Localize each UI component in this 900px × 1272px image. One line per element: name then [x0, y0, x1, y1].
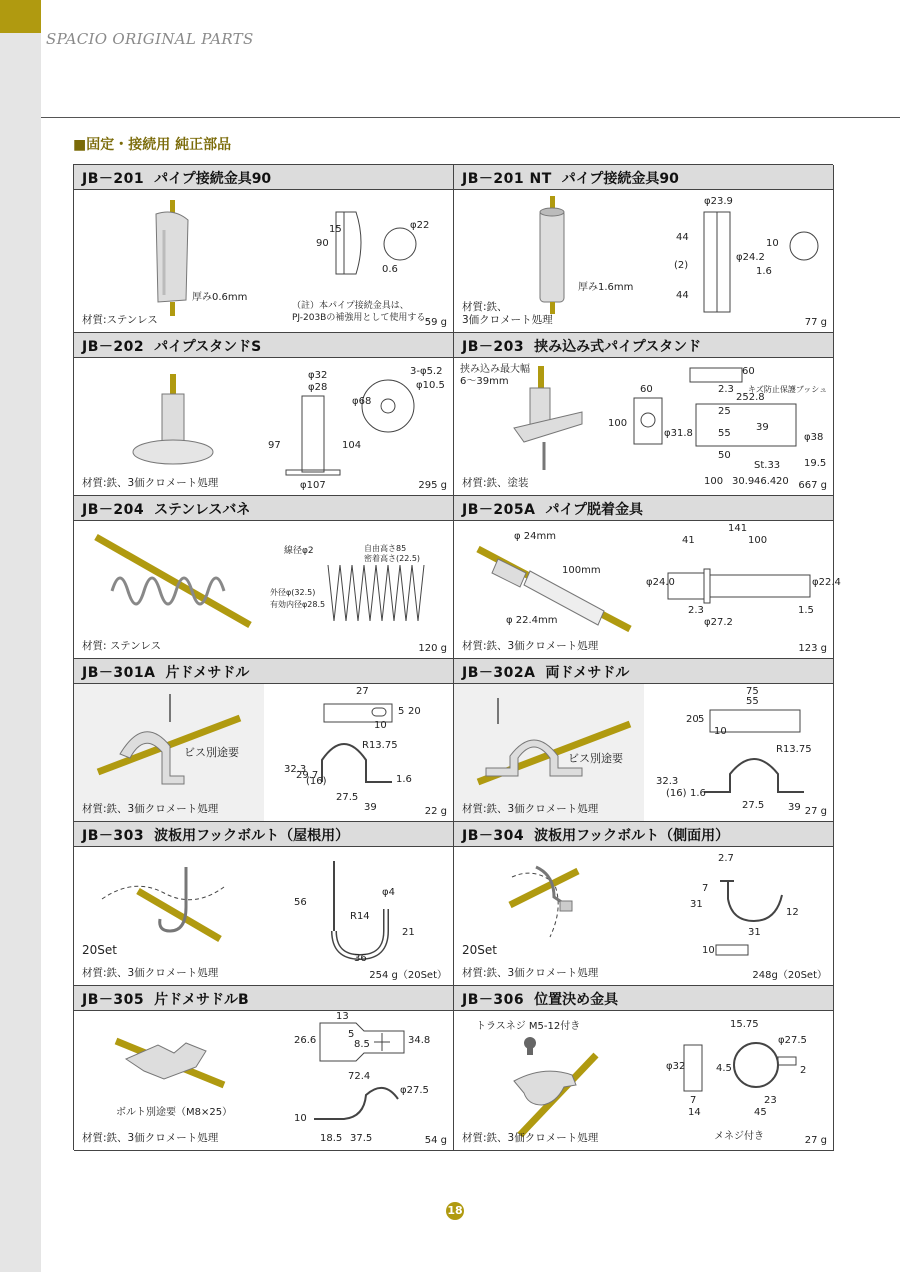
product-photo	[74, 1011, 265, 1150]
product-card-jb204	[74, 496, 454, 659]
material-text: 材質:鉄、塗装	[462, 477, 529, 489]
weight-text: 295 g	[418, 480, 447, 491]
dim-label: 46.4	[754, 476, 777, 487]
weight-text: 27 g	[804, 806, 827, 817]
product-card-jb305	[74, 986, 454, 1151]
product-drawing	[644, 1011, 833, 1150]
set-count: 20Set	[82, 943, 117, 957]
card-header	[454, 333, 833, 358]
product-card-jb304	[454, 822, 834, 986]
dim-label: 55	[746, 696, 759, 707]
product-photo	[74, 847, 265, 985]
dim-label: 23	[764, 1095, 777, 1106]
dim-label: 有効内径φ28.5	[270, 600, 326, 609]
weight-text: 27 g	[804, 1135, 827, 1146]
card-header	[454, 659, 833, 684]
weight-text: 77 g	[804, 317, 827, 328]
dim-label: φ22	[410, 220, 430, 231]
dim-label: 97	[268, 440, 281, 451]
dim-label: 1.6	[396, 774, 412, 785]
dim-label: φ68	[352, 396, 372, 407]
product-drawing	[644, 190, 833, 332]
product-name: 両ドメサドル	[545, 665, 630, 681]
weight-text: 667 g	[798, 480, 827, 491]
section-title: ■固定・接続用 純正部品	[73, 137, 232, 153]
product-photo	[454, 684, 645, 821]
dimension-drawing	[264, 358, 453, 495]
product-photo	[74, 684, 265, 821]
dim-label: 100	[748, 535, 768, 546]
product-name: 片ドメサドル	[165, 665, 250, 681]
weight-text: 248g（20Set）	[752, 970, 827, 981]
dim-label: 1.5	[798, 605, 814, 616]
dim-label: 27.5	[336, 792, 359, 803]
product-drawing	[264, 1011, 453, 1150]
product-card-jb205a	[454, 496, 841, 659]
product-name: ステンレスバネ	[154, 502, 251, 518]
dim-label: 5	[698, 714, 705, 725]
dim-label: 39	[788, 802, 801, 813]
dim-label: 25	[718, 406, 731, 417]
product-photo	[454, 190, 645, 332]
product-card-jb201	[74, 165, 454, 333]
bushing-note: キズ防止保護ブッシュ	[748, 385, 828, 394]
product-name: パイプスタンドS	[154, 339, 262, 355]
dim-label: 36	[354, 953, 367, 964]
dim-label: φ38	[804, 432, 824, 443]
product-drawing	[264, 684, 453, 821]
product-photo	[74, 190, 265, 332]
dim-label: 8.5	[354, 1039, 370, 1050]
product-name: 片ドメサドルB	[154, 992, 249, 1008]
dim-label: φ27.2	[704, 617, 733, 628]
dim-label: 10	[714, 726, 727, 737]
dim-label: 5	[398, 706, 405, 717]
material-text: 材質:鉄、3価クロメート処理	[82, 1132, 219, 1144]
page-number: 18	[446, 1202, 464, 1220]
product-card-jb306	[454, 986, 834, 1151]
product-card-jb301a	[74, 659, 454, 822]
product-code: JB－305	[82, 992, 145, 1008]
dim-label: φ24.2	[736, 252, 765, 263]
dim-label: 31	[748, 927, 761, 938]
dim-label: R13.75	[362, 740, 398, 751]
dim-label: φ107	[300, 480, 326, 491]
corner-accent	[0, 0, 41, 33]
material-text: 材質:ステンレス	[82, 314, 158, 326]
dim-label: φ27.5	[400, 1085, 429, 1096]
dim-label: 20	[408, 706, 421, 717]
product-card-jb303	[74, 822, 454, 986]
screw-note: ビス別途要	[568, 752, 623, 765]
material-text: 材質:鉄、3価クロメート処理	[82, 967, 219, 979]
dim-label: 14	[688, 1107, 701, 1118]
product-code: JB－201	[82, 171, 145, 187]
dim-label: φ 22.4mm	[506, 615, 558, 626]
product-photo	[454, 1011, 645, 1150]
card-header	[74, 165, 453, 190]
dim-label: φ27.5	[778, 1035, 807, 1046]
dim-label: 141	[728, 523, 748, 534]
dim-label: 27	[356, 686, 369, 697]
dim-label: 44	[676, 232, 689, 243]
product-code: JB－201 NT	[462, 171, 552, 187]
product-code: JB－304	[462, 828, 525, 844]
remark-text: （註）本パイプ接続金具は、 PJ-203Bの補強用として使用する。	[292, 301, 435, 323]
dim-label: 15.75	[730, 1019, 759, 1030]
dim-label: 45	[754, 1107, 767, 1118]
product-drawing	[264, 358, 453, 495]
dim-label: 13	[336, 1011, 349, 1022]
dim-label: 34.8	[408, 1035, 431, 1046]
dim-label: 72.4	[348, 1071, 371, 1082]
material-text: 材質:鉄、3価クロメート処理	[82, 803, 219, 815]
dim-label: 41	[682, 535, 695, 546]
thickness-note: 厚み1.6mm	[578, 282, 634, 293]
dim-label: 5	[348, 1029, 355, 1040]
material-text: 材質:鉄、3価クロメート処理	[82, 477, 219, 489]
dimension-drawing	[644, 521, 833, 658]
material-text: 材質:鉄、 3価クロメート処理	[462, 301, 553, 326]
dim-label: 75	[746, 686, 759, 697]
set-count: 20Set	[462, 943, 497, 957]
product-drawing	[264, 847, 453, 985]
weight-text: 54 g	[424, 1135, 447, 1146]
card-header	[74, 333, 453, 358]
dim-label: (2)	[674, 260, 689, 271]
card-header	[454, 822, 833, 847]
product-code: JB－303	[82, 828, 145, 844]
hook-bolt-photo	[74, 847, 264, 985]
dim-label: 1.6	[756, 266, 772, 277]
dim-label: 7	[690, 1095, 697, 1106]
product-drawing	[606, 358, 833, 495]
product-code: JB－204	[82, 502, 145, 518]
product-code: JB－302A	[462, 665, 536, 681]
dim-label: 60	[640, 384, 653, 395]
screw-note: ビス別途要	[184, 746, 239, 759]
dim-label: 37.5	[350, 1133, 373, 1144]
product-card-jb202	[74, 333, 454, 496]
material-text: 材質: ステンレス	[82, 640, 162, 652]
dim-label: 26.6	[294, 1035, 317, 1046]
dim-label: 20	[776, 476, 789, 487]
product-photo	[74, 521, 265, 658]
dim-label: 44	[676, 290, 689, 301]
dimension-drawing	[264, 684, 453, 821]
dim-label: (16)	[666, 788, 687, 799]
product-code: JB－306	[462, 992, 525, 1008]
dim-label: 2.3	[688, 605, 704, 616]
dim-label: 27.5	[742, 800, 765, 811]
dimension-drawing	[606, 358, 833, 495]
dim-label: 12	[786, 907, 799, 918]
product-drawing	[644, 847, 833, 985]
product-photo	[74, 358, 265, 495]
card-header	[454, 165, 833, 190]
dim-label: φ23.9	[704, 196, 733, 207]
dim-label: 外径φ(32.5)	[270, 588, 316, 597]
dim-label: 30.9	[732, 476, 755, 487]
clamp-width-note: 挟み込み最大幅 6～39mm	[460, 364, 530, 387]
bolt-note: ボルト別途要（M8×25）	[116, 1107, 233, 1118]
dim-label: R14	[350, 911, 370, 922]
dim-label: 100	[704, 476, 724, 487]
product-code: JB－202	[82, 339, 145, 355]
dim-label: 90	[316, 238, 329, 249]
product-name: 波板用フックボルト（側面用）	[534, 828, 730, 844]
dim-label: 100mm	[562, 565, 601, 576]
dim-label: 10	[374, 720, 387, 731]
dim-label: 10	[766, 238, 779, 249]
product-photo	[454, 358, 607, 495]
thickness-note: 厚み0.6mm	[192, 292, 248, 303]
weight-text: 123 g	[798, 643, 827, 654]
dim-label: 50	[718, 450, 731, 461]
dim-label: R13.75	[776, 744, 812, 755]
dim-label: 7	[702, 883, 709, 894]
dim-label: 15	[329, 224, 342, 235]
dim-label: φ28	[308, 382, 328, 393]
product-name: パイプ接続金具90	[154, 171, 272, 187]
card-header	[74, 659, 453, 684]
dim-label: 19.5	[804, 458, 827, 469]
dim-label: 32.3	[656, 776, 679, 787]
dim-label: 32.3	[284, 764, 307, 775]
product-card-jb302a	[454, 659, 834, 822]
product-name: パイプ接続金具90	[561, 171, 679, 187]
dim-label: φ32	[666, 1061, 686, 1072]
weight-text: 120 g	[418, 643, 447, 654]
dim-label: 39	[364, 802, 377, 813]
weight-text: 22 g	[424, 806, 447, 817]
card-header	[454, 986, 833, 1011]
dim-label: 104	[342, 440, 362, 451]
dimension-drawing	[644, 1011, 833, 1150]
dim-label: φ24.0	[646, 577, 675, 588]
dimension-drawing	[644, 847, 833, 985]
brand-title: SPACIO ORIGINAL PARTS	[46, 30, 254, 48]
dim-label: 20	[686, 714, 699, 725]
dim-label: 1.6	[690, 788, 706, 799]
weight-text: 254 g（20Set）	[369, 970, 447, 981]
dim-label: 2.3	[718, 384, 734, 395]
dim-label: φ31.8	[664, 428, 693, 439]
card-header	[454, 496, 833, 521]
card-header	[74, 986, 453, 1011]
card-header	[74, 496, 453, 521]
product-drawing	[644, 684, 833, 821]
dim-label: (16)	[306, 776, 327, 787]
dim-label: 29.7	[296, 770, 319, 781]
pipe-connector-photo	[74, 190, 264, 332]
card-header	[74, 822, 453, 847]
dim-label: 自由高さ85	[364, 544, 407, 553]
dim-label: 31	[690, 899, 703, 910]
dim-label: 2	[800, 1065, 807, 1076]
dim-label: φ22.4	[812, 577, 841, 588]
product-name: 位置決め金具	[534, 992, 619, 1008]
dim-label: 3-φ5.2	[410, 366, 443, 377]
female-thread-note: メネジ付き	[714, 1131, 764, 1142]
dim-label: St.33	[754, 460, 781, 471]
dim-label: 10	[294, 1113, 307, 1124]
product-grid	[73, 164, 841, 1150]
dim-label: 252.8	[736, 392, 765, 403]
material-text: 材質:鉄、3価クロメート処理	[462, 967, 599, 979]
product-drawing	[264, 190, 453, 332]
saddle-b-photo	[74, 1011, 264, 1150]
dim-label: 39	[756, 422, 769, 433]
dim-label: 2.7	[718, 853, 734, 864]
product-card-jb201nt	[454, 165, 834, 333]
dim-label: 100	[608, 418, 628, 429]
hook-bolt-photo	[454, 847, 644, 985]
product-name: 挟み込み式パイプスタンド	[534, 339, 702, 355]
dim-label: 10	[702, 945, 715, 956]
product-photo	[454, 847, 645, 985]
dim-label: 21	[402, 927, 415, 938]
dim-label: 0.6	[382, 264, 398, 275]
product-name: パイプ脱着金具	[545, 502, 644, 518]
material-text: 材質:鉄、3価クロメート処理	[462, 640, 599, 652]
pipe-stand-photo	[74, 358, 264, 495]
material-text: 材質:鉄、3価クロメート処理	[462, 1132, 599, 1144]
dim-label: φ4	[382, 887, 395, 898]
header-rule	[41, 117, 900, 118]
product-drawing	[644, 521, 841, 658]
dim-label: 60	[742, 366, 755, 377]
dim-label: 56	[294, 897, 307, 908]
product-photo	[454, 521, 645, 658]
dim-label: φ 24mm	[514, 531, 556, 542]
product-drawing	[264, 521, 453, 658]
material-text: 材質:鉄、3価クロメート処理	[462, 803, 599, 815]
dim-label: φ32	[308, 370, 328, 381]
dim-label: 4.5	[716, 1063, 732, 1074]
dim-label: 密着高さ(22.5)	[364, 554, 421, 563]
dim-label: 18.5	[320, 1133, 343, 1144]
dim-label: φ10.5	[416, 380, 445, 391]
product-code: JB－205A	[462, 502, 536, 518]
product-name: 波板用フックボルト（屋根用）	[154, 828, 350, 844]
spring-photo	[74, 521, 264, 658]
dim-label: 線径φ2	[284, 546, 314, 556]
dim-label: 55	[718, 428, 731, 439]
page-sidebar	[0, 0, 41, 1272]
screw-note: トラスネジ M5-12付き	[476, 1021, 581, 1032]
product-code: JB－301A	[82, 665, 156, 681]
product-card-jb203	[454, 333, 834, 496]
product-code: JB－203	[462, 339, 525, 355]
weight-text: 59 g	[424, 317, 447, 328]
